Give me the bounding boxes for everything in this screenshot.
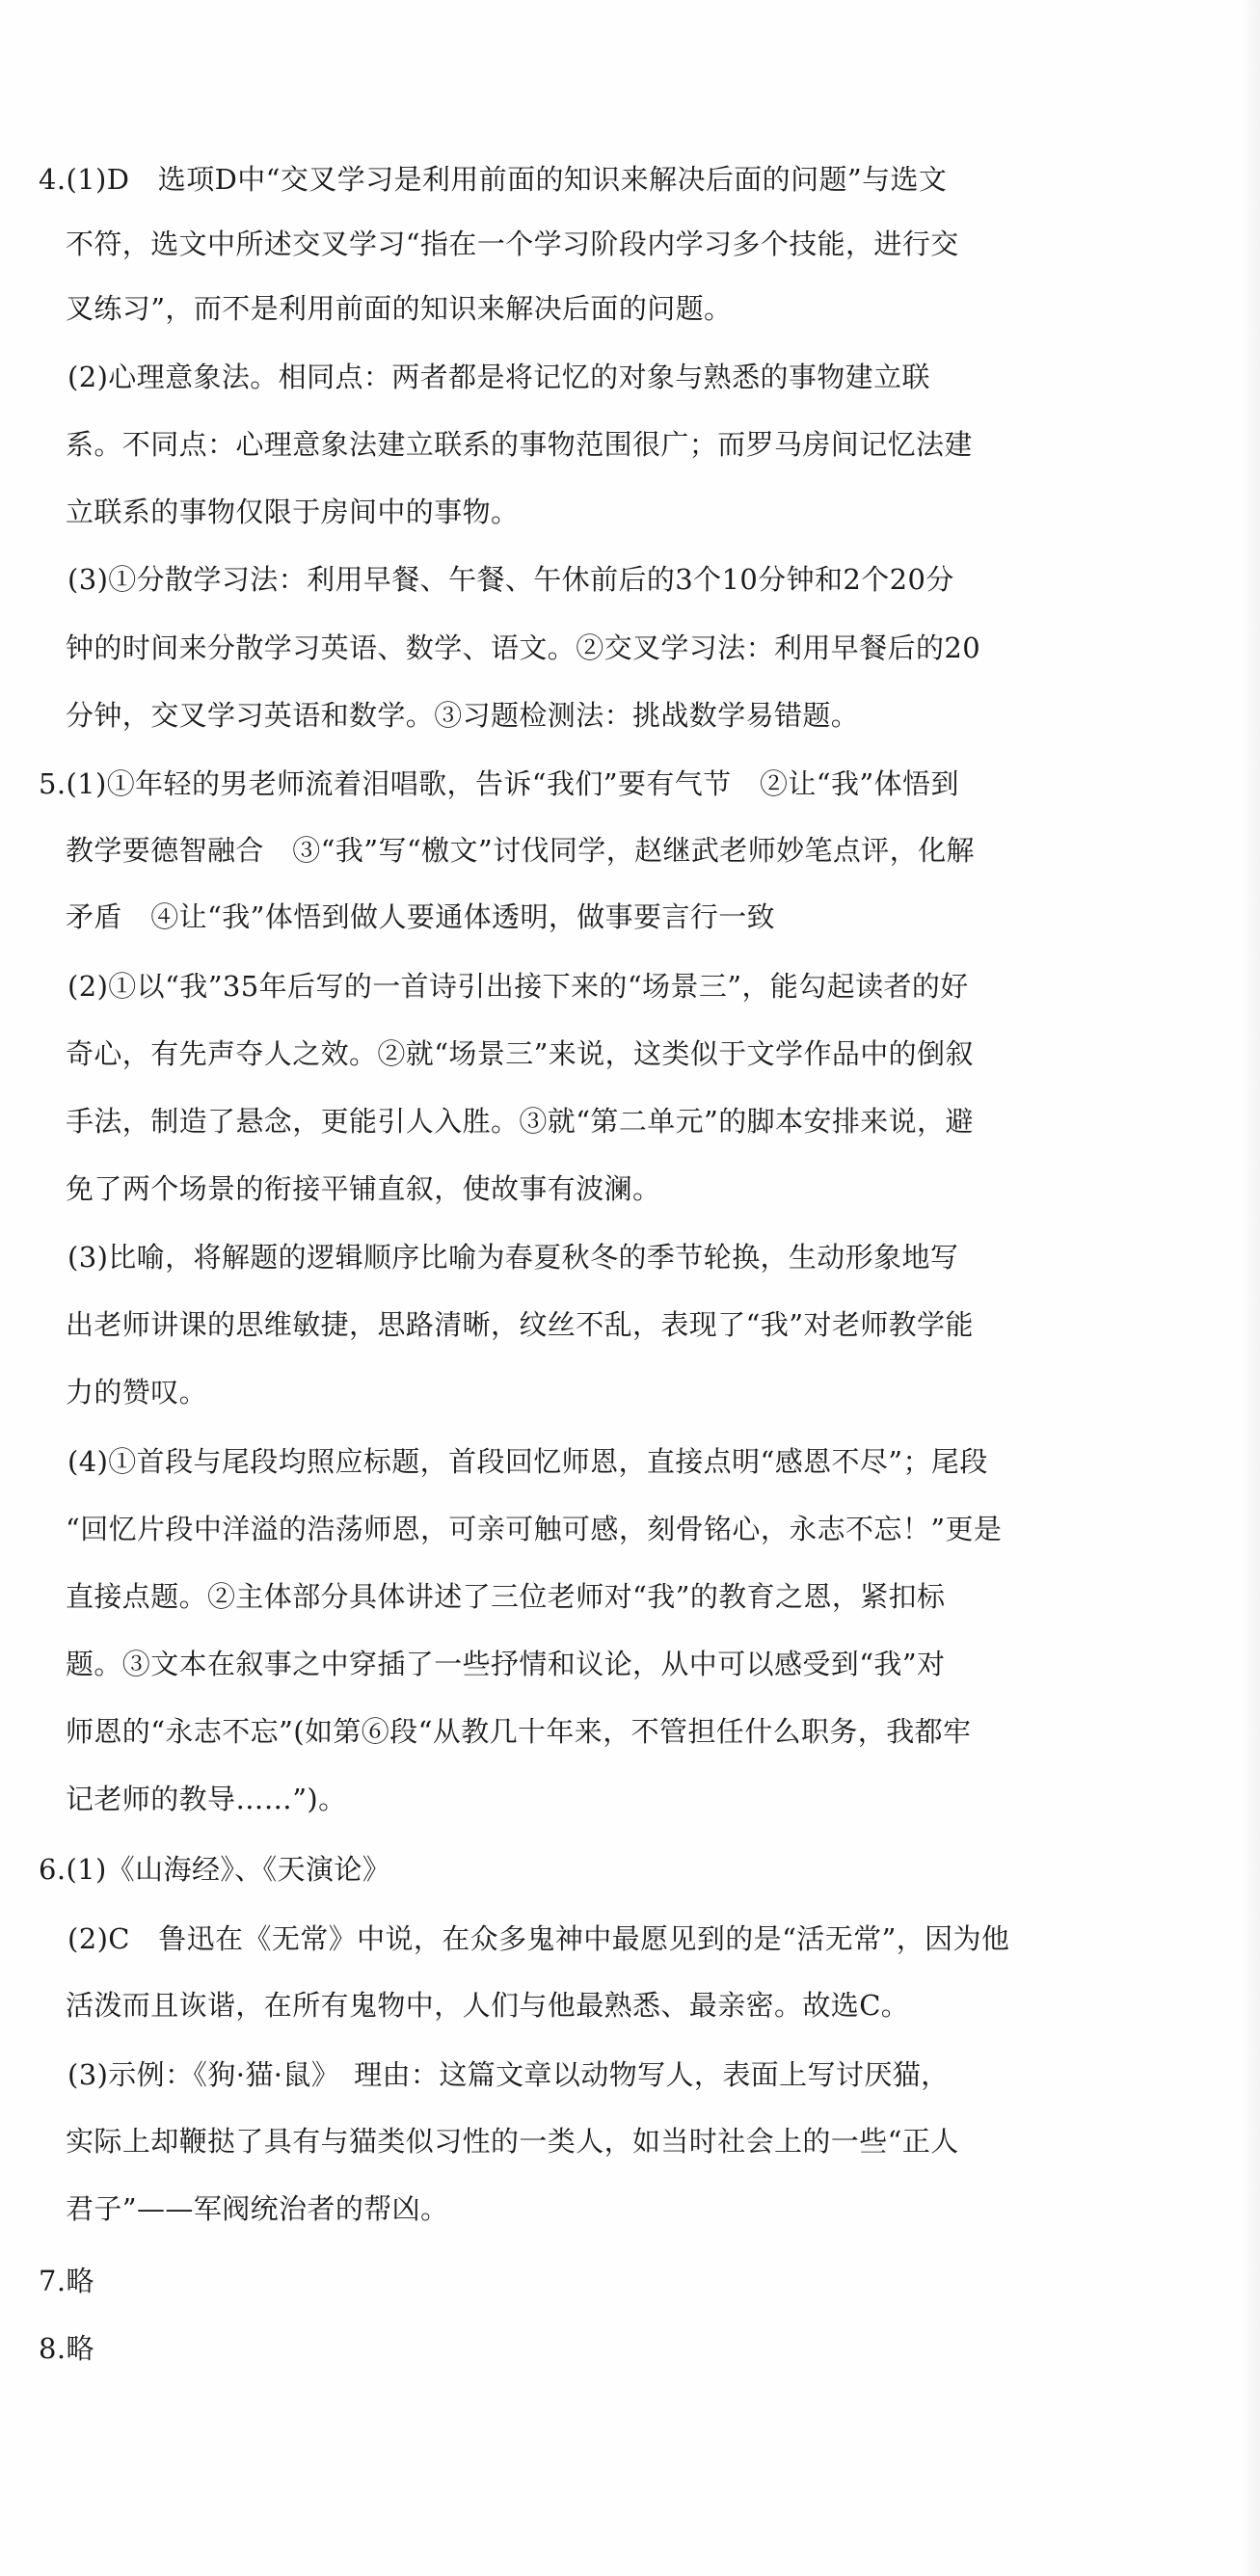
- q5-2-line-3: 手法，制造了悬念，更能引人入胜。③就“第二单元”的脚本安排来说，避: [66, 1105, 974, 1138]
- q6-3-line-3: 君子”——军阀统治者的帮凶。: [66, 2192, 449, 2225]
- q5-1-line-2: 教学要德智融合 ③“我”写“檄文”讨伐同学，赵继武老师妙笔点评，化解: [66, 834, 975, 867]
- q5-3-line-3: 力的赞叹。: [66, 1376, 208, 1409]
- q4-3-line-1: (3)①分散学习法：利用早餐、午餐、午休前后的3个10分钟和2个20分: [67, 563, 954, 596]
- q5-4-line-1: (4)①首段与尾段均照应标题，首段回忆师恩，直接点明“感恩不尽”；尾段: [67, 1445, 988, 1478]
- q6-3-line-2: 实际上却鞭挞了具有与猫类似习性的一类人，如当时社会上的一些“正人: [66, 2125, 959, 2158]
- q4-2-line-3: 立联系的事物仅限于房间中的事物。: [66, 496, 520, 528]
- q6-2-line-2: 活泼而且诙谐，在所有鬼物中，人们与他最熟悉、最亲密。故选C。: [66, 1989, 910, 2022]
- q5-2-line-4: 免了两个场景的衔接平铺直叙，使故事有波澜。: [66, 1172, 661, 1205]
- q5-2-line-2: 奇心，有先声夺人之效。②就“场景三”来说，这类似于文学作品中的倒叙: [66, 1037, 974, 1070]
- q5-1-line-3: 矛盾 ④让“我”体悟到做人要通体透明，做事要言行一致: [66, 900, 776, 933]
- q5-1-line-1: 5.(1)①年轻的男老师流着泪唱歌，告诉“我们”要有气节 ②让“我”体悟到: [39, 767, 959, 800]
- q5-3-line-2: 出老师讲课的思维敏捷，思路清晰，纹丝不乱，表现了“我”对老师教学能: [66, 1308, 974, 1341]
- q4-3-line-3: 分钟，交叉学习英语和数学。③习题检测法：挑战数学易错题。: [66, 699, 860, 732]
- q5-4-line-2: “回忆片段中洋溢的浩荡师恩，可亲可触可感，刻骨铭心，永志不忘！”更是: [66, 1513, 1003, 1545]
- q5-4-line-6: 记老师的教导……”)。: [66, 1783, 347, 1815]
- q5-4-line-3: 直接点题。②主体部分具体讲述了三位老师对“我”的教育之恩，紧扣标: [66, 1580, 946, 1613]
- q5-2-line-1: (2)①以“我”35年后写的一首诗引出接下来的“场景三”，能勾起读者的好: [67, 970, 969, 1003]
- page-edge-shadow: [1239, 0, 1260, 2576]
- q5-4-line-4: 题。③文本在叙事之中穿插了一些抒情和议论，从中可以感受到“我”对: [66, 1648, 946, 1680]
- q8-answer: 8.略: [39, 2332, 94, 2365]
- q6-2-line-1: (2)C 鲁迅在《无常》中说，在众多鬼神中最愿见到的是“活无常”，因为他: [67, 1922, 1010, 1955]
- q4-2-line-2: 系。不同点：心理意象法建立联系的事物范围很广；而罗马房间记忆法建: [66, 428, 973, 461]
- q6-1-line-1: 6.(1)《山海经》、《天演论》: [39, 1853, 391, 1886]
- q5-4-line-5: 师恩的“永志不忘”(如第⑥段“从教几十年来，不管担任什么职务，我都牢: [66, 1715, 972, 1748]
- q4-1-line-1: 4.(1)D 选项D中“交叉学习是利用前面的知识来解决后面的问题”与选文: [39, 163, 948, 196]
- q6-3-line-1: (3)示例：《狗·猫·鼠》 理由：这篇文章以动物写人，表面上写讨厌猫，: [67, 2058, 950, 2091]
- q4-1-line-2: 不符，选文中所述交叉学习“指在一个学习阶段内学习多个技能，进行交: [66, 228, 959, 260]
- q7-answer: 7.略: [39, 2265, 94, 2297]
- q4-3-line-2: 钟的时间来分散学习英语、数学、语文。②交叉学习法：利用早餐后的20: [66, 631, 981, 664]
- q5-3-line-1: (3)比喻，将解题的逻辑顺序比喻为春夏秋冬的季节轮换，生动形象地写: [67, 1241, 959, 1274]
- q4-1-line-3: 叉练习”，而不是利用前面的知识来解决后面的问题。: [66, 292, 733, 325]
- q4-2-line-1: (2)心理意象法。相同点：两者都是将记忆的对象与熟悉的事物建立联: [67, 361, 930, 393]
